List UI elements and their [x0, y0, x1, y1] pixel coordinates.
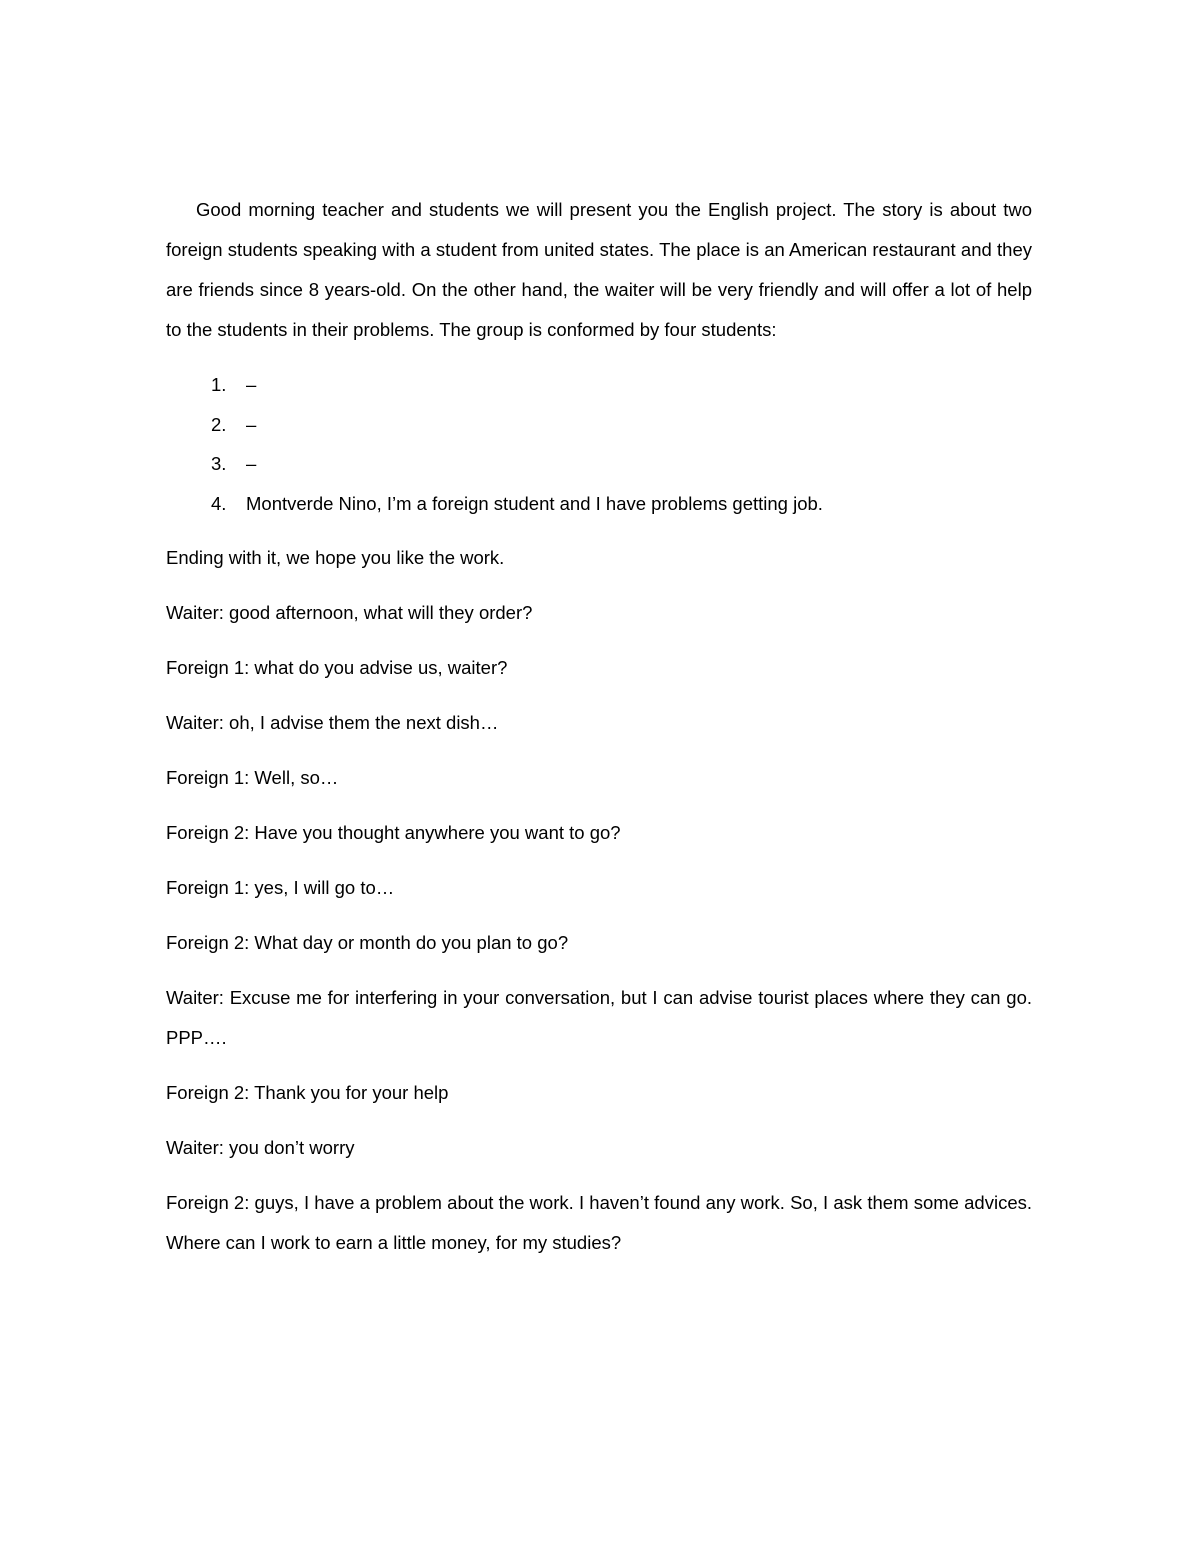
dialogue-line: Waiter: good afternoon, what will they order? — [166, 602, 533, 623]
dialogue-line: Waiter: oh, I advise them the next dish… — [166, 712, 499, 733]
document-page — [166, 190, 1032, 1278]
list-item — [166, 444, 1032, 484]
list-number: 4. — [211, 492, 227, 514]
list-item-text: Montverde Nino, I’m a foreign student and I have problems getting job. — [246, 492, 823, 514]
dialogue-line: Waiter: you don’t worry — [166, 1137, 355, 1158]
dialogue-line: Foreign 2: What day or month do you plan to go? — [166, 932, 569, 953]
list-item — [166, 484, 1032, 524]
dialogue-line: Waiter: Excuse me for interfering in your conversation, but I can advise tourist places where they can go. PPP…. — [166, 987, 1032, 1048]
dialogue-line: Foreign 1: Well, so… — [166, 767, 339, 788]
list-item-text: – — [246, 453, 257, 474]
dialogue-line: Foreign 2: Thank you for your help — [166, 1082, 449, 1103]
list-item — [166, 365, 1032, 405]
closing-line: Ending with it, we hope you like the work. — [166, 547, 505, 568]
intro-paragraph: Good morning teacher and students we will present you the English project. The story is about two foreign students speaking with a student from united states. The place is an American restaurant and they are friends since 8 years-old. On the other hand, the waiter will be very friendly and will offer a lot of help to the students in their problems. The group is conformed by four students: — [166, 199, 1032, 340]
group-members-list — [166, 365, 1032, 523]
dialogue-line: Foreign 1: what do you advise us, waiter? — [166, 657, 508, 678]
dialogue-line: Foreign 1: yes, I will go to… — [166, 877, 395, 898]
list-number: 2. — [211, 413, 227, 435]
list-number: 3. — [211, 453, 227, 474]
list-item-text: – — [246, 374, 257, 395]
list-item — [166, 405, 1032, 445]
dialogue-line: Foreign 2: Have you thought anywhere you want to go? — [166, 822, 621, 843]
dialogue-line: Foreign 2: guys, I have a problem about the work. I haven’t found any work. So, I ask them some advices. Where can I work to earn a little money, for my studies? — [166, 1192, 1032, 1253]
list-number: 1. — [211, 374, 227, 395]
list-item-text: – — [246, 413, 257, 435]
